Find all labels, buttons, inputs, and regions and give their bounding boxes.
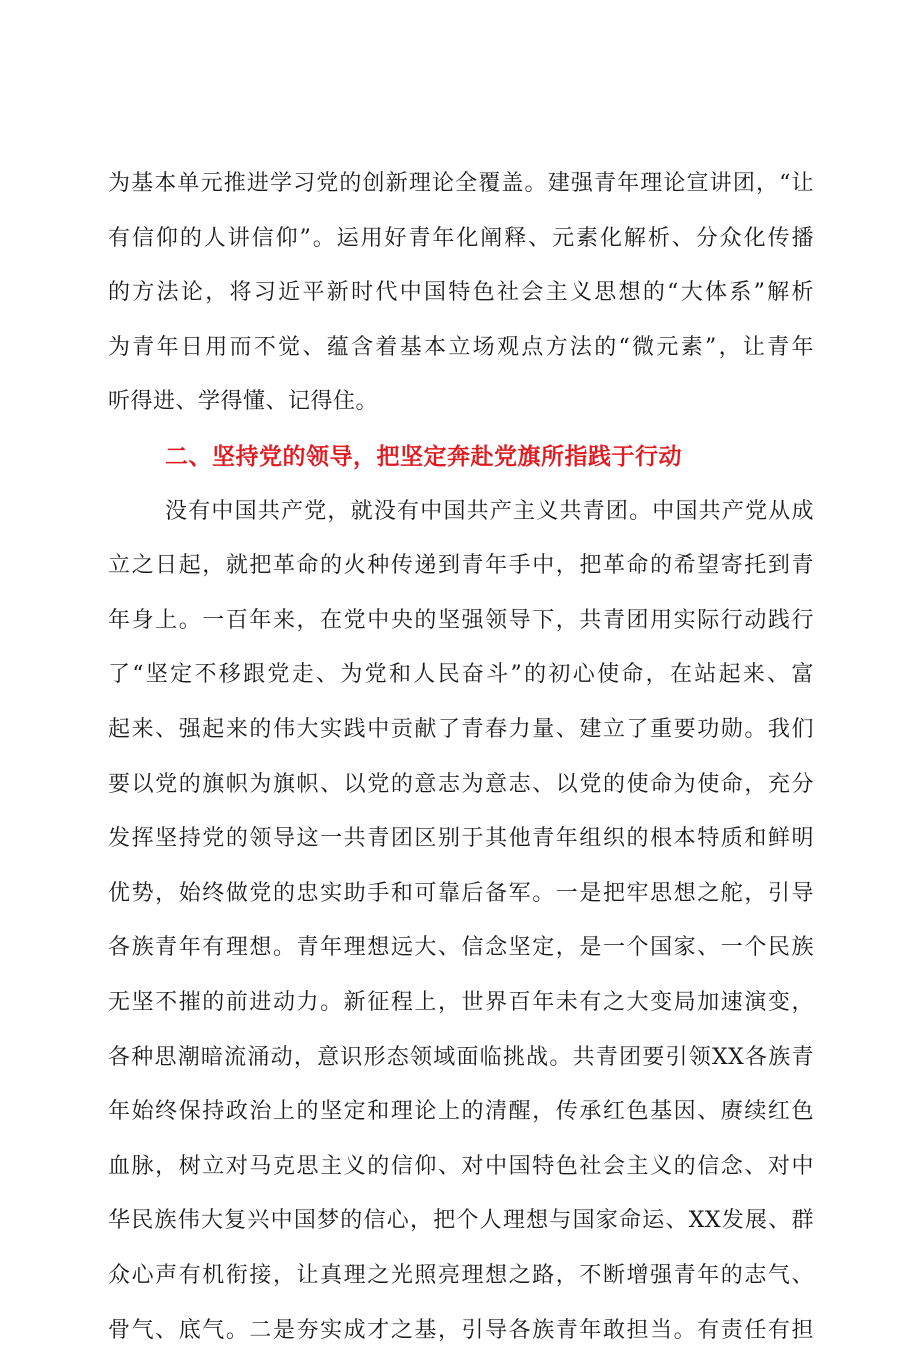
paragraph-1-line: 的方法论，将习近平新时代中国特色社会主义思想的“大体系”解析 (108, 280, 814, 305)
paragraph-1-line: 听得进、学得懂、记得住。 (108, 389, 379, 414)
paragraph-2-line: 各族青年有理想。青年理想远大、信念坚定，是一个国家、一个民族 (108, 935, 814, 960)
paragraph-2-line: 年身上。一百年来，在党中央的坚强领导下，共青团用实际行动践行 (108, 608, 814, 633)
paragraph-2-line: 众心声有机衔接，让真理之光照亮理想之路，不断增强青年的志气、 (108, 1263, 814, 1288)
paragraph-2-line: 起来、强起来的伟大实践中贡献了青春力量、建立了重要功勋。我们 (108, 717, 814, 742)
paragraph-2-line: 立之日起，就把革命的火种传递到青年手中，把革命的希望寄托到青 (108, 553, 814, 578)
paragraph-2-line: 骨气、底气。二是夯实成才之基，引导各族青年敢担当。有责任有担 (108, 1318, 814, 1343)
paragraph-2-line: 华民族伟大复兴中国梦的信心，把个人理想与国家命运、XX发展、群 (108, 1208, 814, 1233)
section-heading: 二、坚持党的领导，把坚定奔赴党旗所指践于行动 (165, 444, 682, 470)
paragraph-2-line: 无坚不摧的前进动力。新征程上，世界百年未有之大变局加速演变， (108, 990, 814, 1015)
paragraph-2-line: 发挥坚持党的领导这一共青团区别于其他青年组织的根本特质和鲜明 (108, 826, 814, 851)
paragraph-2-line: 了“坚定不移跟党走、为党和人民奋斗”的初心使命，在站起来、富 (108, 662, 814, 687)
paragraph-1-line: 有信仰的人讲信仰”。运用好青年化阐释、元素化解析、分众化传播 (108, 226, 814, 251)
paragraph-2-line: 优势，始终做党的忠实助手和可靠后备军。一是把牢思想之舵，引导 (108, 881, 814, 906)
paragraph-1-line: 为青年日用而不觉、蕴含着基本立场观点方法的“微元素”，让青年 (108, 335, 814, 360)
paragraph-2-line: 要以党的旗帜为旗帜、以党的意志为意志、以党的使命为使命，充分 (108, 772, 814, 797)
paragraph-2-line: 没有中国共产党，就没有中国共产主义共青团。中国共产党从成 (165, 499, 814, 524)
paragraph-2-line: 各种思潮暗流涌动，意识形态领域面临挑战。共青团要引领XX各族青 (108, 1045, 814, 1070)
paragraph-2-line: 年始终保持政治上的坚定和理论上的清醒，传承红色基因、赓续红色 (108, 1099, 814, 1124)
paragraph-1-line: 为基本单元推进学习党的创新理论全覆盖。建强青年理论宣讲团，“让 (108, 171, 814, 196)
paragraph-2-line: 血脉，树立对马克思主义的信仰、对中国特色社会主义的信念、对中 (108, 1154, 814, 1179)
